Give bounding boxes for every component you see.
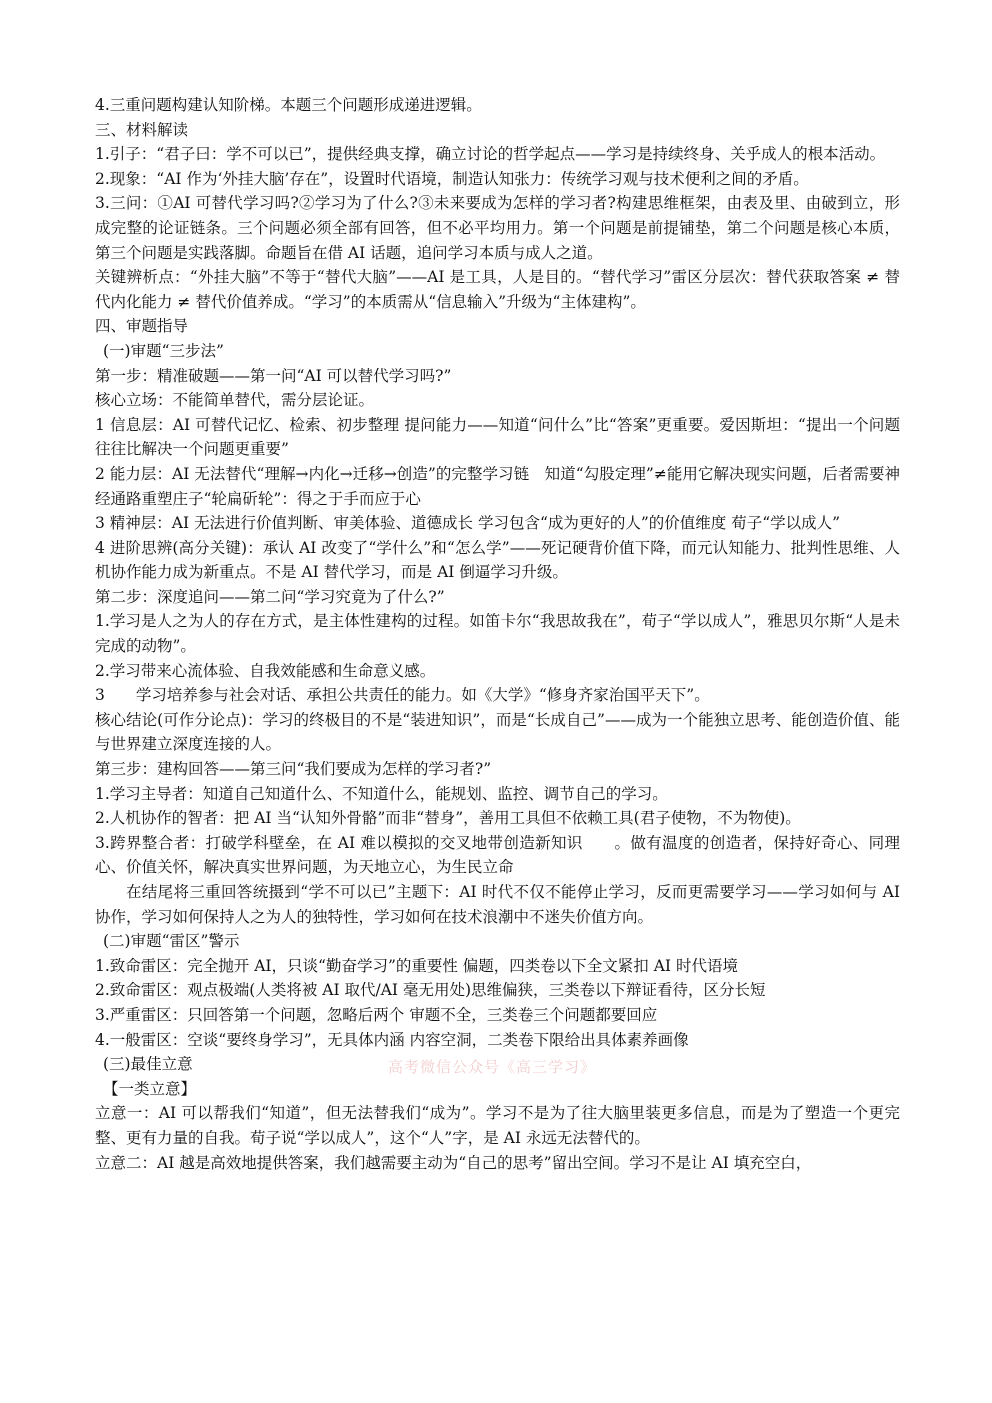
watermark: 高考微信公众号《高三学习》 — [388, 1058, 597, 1076]
text-line: 第一步：精准破题——第一问“AI 可以替代学习吗?” — [95, 366, 452, 385]
text-line: 1.引子：“君子曰：学不可以已”，提供经典支撑，确立讨论的哲学起点——学习是持续终身、关乎成人的根本活动。 — [95, 145, 886, 164]
text-line: 2.致命雷区：观点极端(人类将被 AI 取代/AI 毫无用处)思维偏狭，三类卷以下辩证看待，区分长短 — [95, 981, 766, 1000]
text-line: 核心结论(可作分论点)：学习的终极目的不是“装进知识”，而是“长成自己”——成为一个能独立思考、能创造价值、能与世界建立深度连接的人。 — [95, 710, 900, 754]
text-line: 2.现象：“AI 作为‘外挂大脑’存在”，设置时代语境，制造认知张力：传统学习观与技术便利之间的矛盾。 — [95, 169, 809, 188]
text-line: 1.学习主导者：知道自己知道什么、不知道什么，能规划、监控、调节自己的学习。 — [95, 784, 668, 803]
text-line: 立意一：AI 可以帮我们“知道”，但无法替我们“成为”。学习不是为了往大脑里装更多信息，而是为了塑造一个更完整、更有力量的自我。荀子说“学以成人”，这个“人”字，是 AI 永远无法替代的。 — [95, 1104, 900, 1147]
text-line: 关键辨析点：“外挂大脑”不等于“替代大脑”——AI 是工具，人是目的。“替代学习”雷区分层次：替代获取答案 ≠ 替代内化能力 ≠ 替代价值养成。“学习”的本质需从“信息输入”升级为“主体建构”。 — [95, 268, 900, 311]
text-line: 第三步：建构回答——第三问“我们要成为怎样的学习者?” — [95, 760, 492, 779]
text-line: 2 能力层：AI 无法替代“理解→内化→迁移→创造”的完整学习链 知道“勾股定理”≠能用它解决现实问题，后者需要神经通路重塑庄子“轮扁斫轮”：得之于手而应于心 — [95, 464, 900, 508]
text-line: 3 学习培养参与社会对话、承担公共责任的能力。如《大学》“修身齐家治国平天下”。 — [95, 686, 710, 705]
text-line: 2.学习带来心流体验、自我效能感和生命意义感。 — [95, 661, 436, 680]
text-line: 4.一般雷区：空谈“要终身学习”，无具体内涵 内容空洞，二类卷下限给出具体素养画像 — [95, 1030, 689, 1049]
subsection-heading: (二)审题“雷区”警示 — [103, 932, 240, 951]
text-line: 核心立场：不能简单替代，需分层论证。 — [95, 391, 375, 410]
text-line: 4 进阶思辨(高分关键)：承认 AI 改变了“学什么”和“怎么学”——死记硬背价值下降，而元认知能力、批判性思维、人机协作能力成为新重点。不是 AI 替代学习，而是 AI 倒逼学习升级。 — [95, 538, 900, 582]
text-line: 3.严重雷区：只回答第一个问题，忽略后两个 审题不全，三类卷三个问题都要回应 — [95, 1005, 658, 1024]
section-heading: 三、材料解读 — [95, 120, 189, 139]
text-line: 3.三问：①AI 可替代学习吗?②学习为了什么?③未来要成为怎样的学习者?构建思维框架，由表及里、由破到立，形成完整的论证链条。三个问题必须全部有回答，但不必平均用力。第一个问题是前提铺垫，第二个问题是核心本质，第三个问题是实践落脚。命题旨在借 AI 话题，追问学习本质与成人之道。 — [95, 194, 900, 262]
text-line: 在结尾将三重回答统摄到“学不可以已”主题下：AI 时代不仅不能停止学习，反而更需要学习——学习如何与 AI 协作，学习如何保持人之为人的独特性，学习如何在技术浪潮中不迷失价值方向。 — [95, 883, 900, 926]
text-line: 1.致命雷区：完全抛开 AI，只谈“勤奋学习”的重要性 偏题，四类卷以下全文紧扣 AI 时代语境 — [95, 956, 738, 975]
text-line: 3.跨界整合者：打破学科壁垒，在 AI 难以模拟的交叉地带创造新知识 。做有温度的创造者，保持好奇心、同理心、价值关怀，解决真实世界问题，为天地立心，为生民立命 — [95, 833, 900, 877]
text-line: 4.三重问题构建认知阶梯。本题三个问题形成递进逻辑。 — [95, 96, 482, 114]
subsection-heading: (三)最佳立意 — [103, 1055, 193, 1074]
document-body — [95, 93, 900, 1175]
text-line: 1.学习是人之为人的存在方式，是主体性建构的过程。如笛卡尔“我思故我在”，荀子“学以成人”，雅思贝尔斯“人是未完成的动物”。 — [95, 612, 900, 656]
text-line: 3 精神层：AI 无法进行价值判断、审美体验、道德成长 学习包含“成为更好的人”的价值维度 荀子“学以成人” — [95, 514, 841, 533]
section-heading: 四、审题指导 — [95, 317, 189, 336]
text-line: 立意二：AI 越是高效地提供答案，我们越需要主动为“自己的思考”留出空间。学习不是让 AI 填充空白， — [95, 1153, 812, 1172]
subsection-heading: 【一类立意】 — [103, 1079, 197, 1098]
subsection-heading: (一)审题“三步法” — [103, 341, 224, 360]
text-line: 2.人机协作的智者：把 AI 当“认知外骨骼”而非“替身”，善用工具但不依赖工具(君子使物，不为物使)。 — [95, 809, 801, 828]
text-line: 1 信息层：AI 可替代记忆、检索、初步整理 提问能力——知道“问什么”比“答案”更重要。爱因斯坦：“提出一个问题往往比解决一个问题更重要” — [95, 415, 900, 459]
text-line: 第二步：深度追问——第二问“学习究竟为了什么?” — [95, 587, 445, 606]
